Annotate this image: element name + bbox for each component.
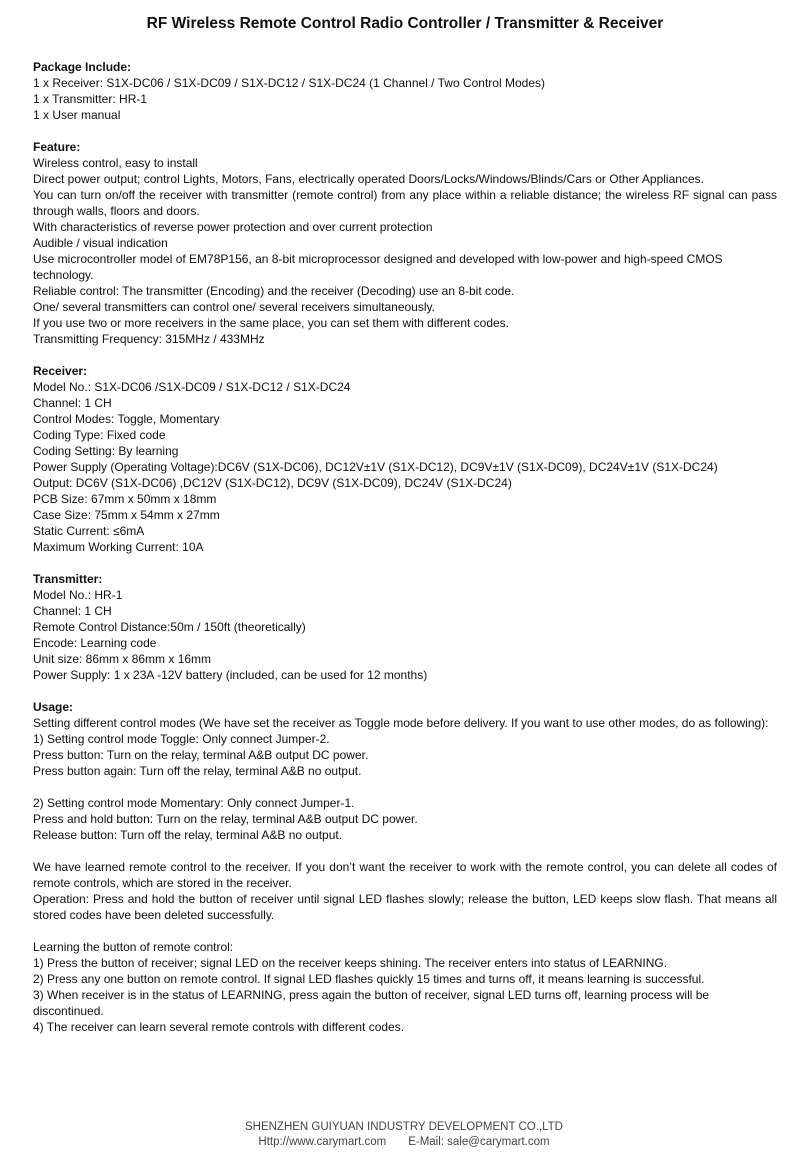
feature-line: With characteristics of reverse power protection and over current protection bbox=[33, 220, 433, 234]
transmitter-spec: Model No.: HR-1 bbox=[33, 588, 123, 602]
package-line: 1 x Transmitter: HR-1 bbox=[33, 92, 148, 106]
usage-line: 1) Setting control mode Toggle: Only connect Jumper-2. bbox=[33, 732, 330, 746]
usage-paragraph: Operation: Press and hold the button of receiver until signal LED flashes slowly; release the button, LED keeps slow flash. That means all stored codes have been deleted successfully. bbox=[33, 892, 777, 922]
receiver-spec: Coding Setting: By learning bbox=[33, 444, 179, 458]
manual-page bbox=[33, 14, 777, 1051]
footer-company: SHENZHEN GUIYUAN INDUSTRY DEVELOPMENT CO.,LTD bbox=[244, 1121, 563, 1133]
receiver-spec: Coding Type: Fixed code bbox=[33, 428, 166, 442]
receiver-spec: Output: DC6V (S1X-DC06) ,DC12V (S1X-DC12), DC9V (S1X-DC09), DC24V (S1X-DC24) bbox=[33, 476, 512, 490]
receiver-spec: Maximum Working Current: 10A bbox=[33, 540, 204, 554]
page-footer bbox=[0, 1120, 808, 1150]
receiver-spec: Power Supply (Operating Voltage):DC6V (S1X-DC06), DC12V±1V (S1X-DC12), DC9V±1V (S1X-DC09), DC24V±1V (S1X-DC24) bbox=[33, 460, 718, 474]
usage-line: Setting different control modes (We have set the receiver as Toggle mode before delivery. If you want to use other modes, do as following): bbox=[33, 716, 769, 730]
usage-line: Learning the button of remote control: bbox=[33, 940, 234, 954]
footer-website: Http://www.carymart.com bbox=[258, 1136, 387, 1148]
feature-line: If you use two or more receivers in the same place, you can set them with different codes. bbox=[33, 316, 510, 330]
usage-heading: Usage: bbox=[33, 700, 74, 714]
feature-line: Reliable control: The transmitter (Encoding) and the receiver (Decoding) use an 8-bit code. bbox=[33, 284, 515, 298]
usage-line: 2) Setting control mode Momentary: Only connect Jumper-1. bbox=[33, 796, 355, 810]
footer-email: E-Mail: sale@carymart.com bbox=[408, 1136, 550, 1148]
transmitter-spec: Remote Control Distance:50m / 150ft (theoretically) bbox=[33, 620, 306, 634]
usage-section bbox=[33, 699, 777, 1035]
transmitter-spec: Unit size: 86mm x 86mm x 16mm bbox=[33, 652, 212, 666]
usage-line: 3) When receiver is in the status of LEARNING, press again the button of receiver, signal LED turns off, learning process will be discontinued. bbox=[33, 988, 710, 1018]
usage-line: Press button again: Turn off the relay, terminal A&B no output. bbox=[33, 764, 362, 778]
receiver-heading: Receiver: bbox=[33, 364, 88, 378]
package-line: 1 x User manual bbox=[33, 108, 121, 122]
usage-line: 1) Press the button of receiver; signal LED on the receiver keeps shining. The receiver enters into status of LEARNING. bbox=[33, 956, 668, 970]
feature-line: Use microcontroller model of EM78P156, an 8-bit microprocessor designed and developed with low-power and high-speed CMOS technology. bbox=[33, 252, 723, 282]
usage-line: Release button: Turn off the relay, terminal A&B no output. bbox=[33, 828, 343, 842]
feature-section bbox=[33, 139, 777, 347]
receiver-spec: Case Size: 75mm x 54mm x 27mm bbox=[33, 508, 220, 522]
package-line: 1 x Receiver: S1X-DC06 / S1X-DC09 / S1X-DC12 / S1X-DC24 (1 Channel / Two Control Modes) bbox=[33, 76, 545, 90]
receiver-spec: PCB Size: 67mm x 50mm x 18mm bbox=[33, 492, 217, 506]
package-section bbox=[33, 59, 777, 123]
footer-contact bbox=[0, 1135, 808, 1150]
paragraph-gap bbox=[33, 779, 777, 795]
feature-heading: Feature: bbox=[33, 140, 81, 154]
transmitter-section bbox=[33, 571, 777, 683]
paragraph-gap bbox=[33, 923, 777, 939]
package-heading: Package Include: bbox=[33, 60, 132, 74]
usage-line: Press and hold button: Turn on the relay, terminal A&B output DC power. bbox=[33, 812, 418, 826]
transmitter-spec: Power Supply: 1 x 23A -12V battery (included, can be used for 12 months) bbox=[33, 668, 428, 682]
usage-line: 4) The receiver can learn several remote controls with different codes. bbox=[33, 1020, 405, 1034]
receiver-spec: Model No.: S1X-DC06 /S1X-DC09 / S1X-DC12 / S1X-DC24 bbox=[33, 380, 351, 394]
receiver-spec: Static Current: ≤6mA bbox=[33, 524, 145, 538]
transmitter-spec: Channel: 1 CH bbox=[33, 604, 112, 618]
receiver-section bbox=[33, 363, 777, 555]
transmitter-heading: Transmitter: bbox=[33, 572, 103, 586]
transmitter-spec: Encode: Learning code bbox=[33, 636, 157, 650]
feature-line: Transmitting Frequency: 315MHz / 433MHz bbox=[33, 332, 265, 346]
receiver-spec: Channel: 1 CH bbox=[33, 396, 112, 410]
feature-line: One/ several transmitters can control one/ several receivers simultaneously. bbox=[33, 300, 435, 314]
feature-line: Audible / visual indication bbox=[33, 236, 168, 250]
feature-line: Wireless control, easy to install bbox=[33, 156, 198, 170]
usage-line: 2) Press any one button on remote control. If signal LED flashes quickly 15 times and turns off, it means learning is successful. bbox=[33, 972, 705, 986]
receiver-spec: Control Modes: Toggle, Momentary bbox=[33, 412, 220, 426]
document-title: RF Wireless Remote Control Radio Controller / Transmitter & Receiver bbox=[146, 15, 664, 32]
usage-line: Press button: Turn on the relay, terminal A&B output DC power. bbox=[33, 748, 369, 762]
usage-paragraph: We have learned remote control to the receiver. If you don’t want the receiver to work with the remote control, you can delete all codes of remote controls, which are stored in the receiver. bbox=[33, 860, 777, 890]
feature-line: Direct power output; control Lights, Motors, Fans, electrically operated Doors/Locks/Windows/Blinds/Cars or Other Appliances. bbox=[33, 172, 704, 186]
paragraph-gap bbox=[33, 843, 777, 859]
feature-line: You can turn on/off the receiver with transmitter (remote control) from any place within a reliable distance; the wireless RF signal can pass through walls, floors and doors. bbox=[33, 188, 777, 218]
